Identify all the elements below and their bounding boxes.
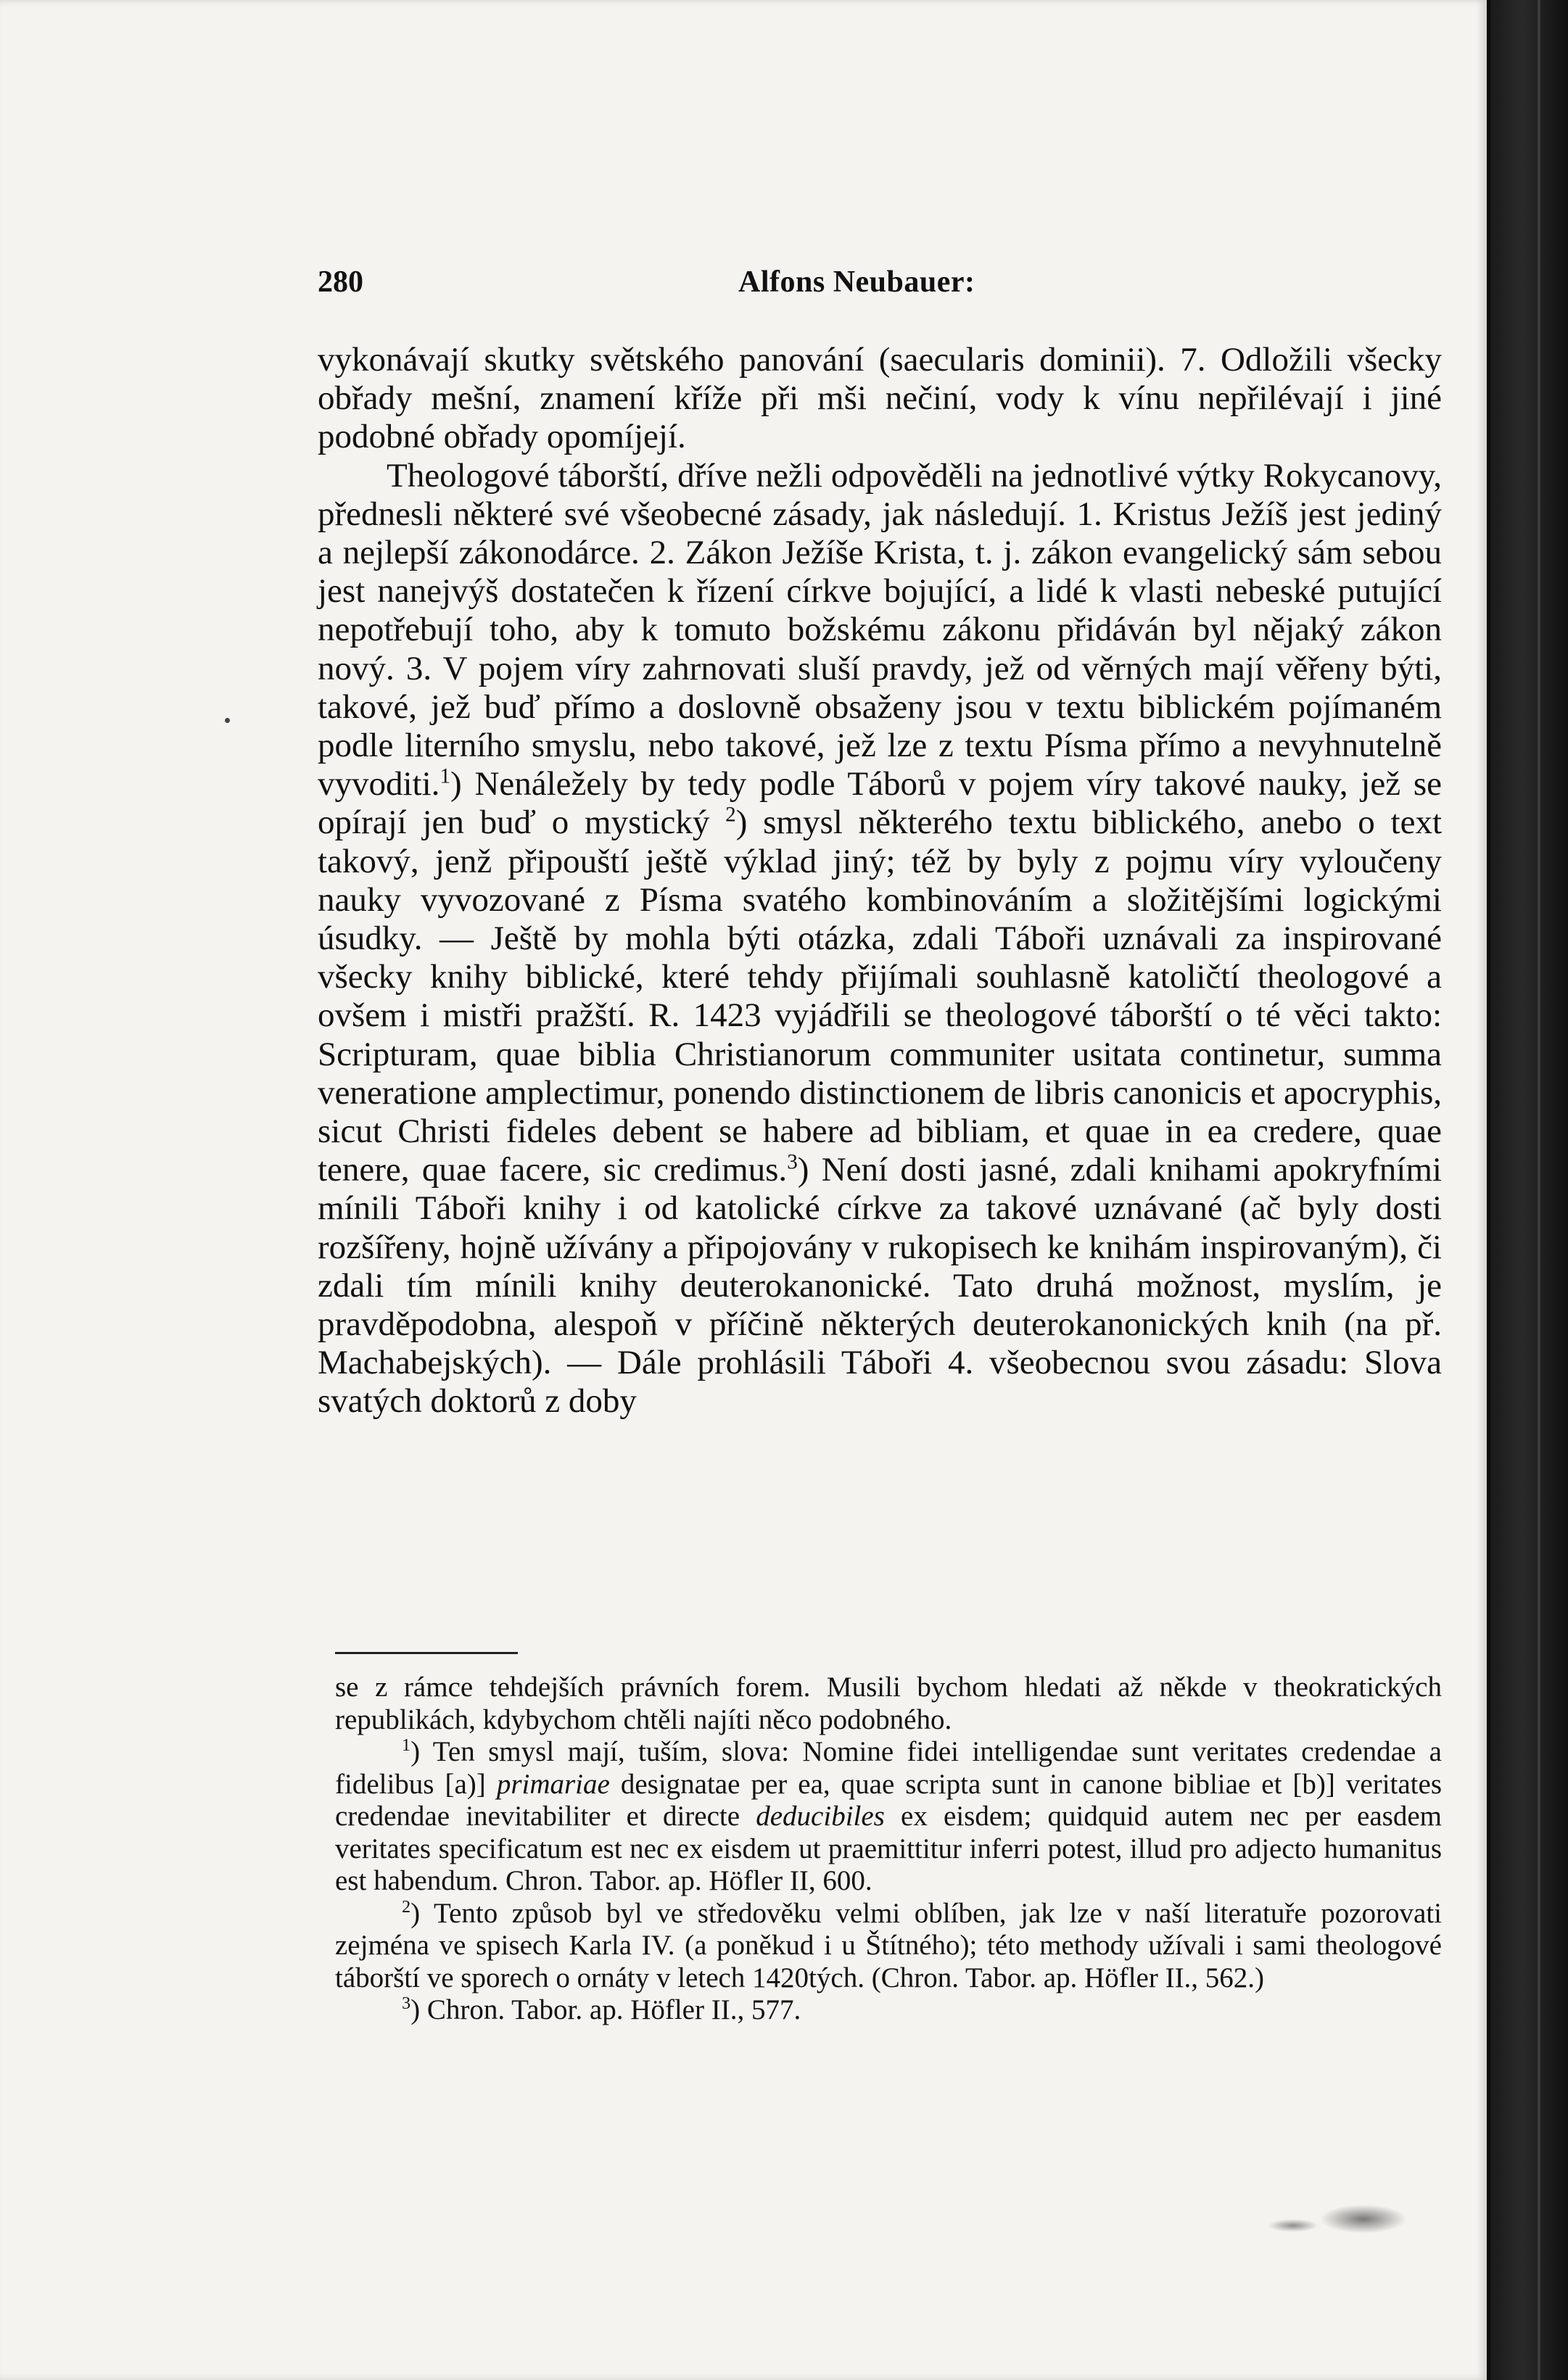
footnote-ref: 2 — [725, 803, 736, 827]
footnote-text: ex eisdem; quidquid autem nec per easdem veritates specificatum est nec ex eisdem ut praemittitur inferri potest, illud pro adjecto humanitus est habendum. Chron. Tabor. ap. Höfler II, 600. — [335, 1801, 1442, 1896]
footnote-marker: 1 — [402, 1735, 411, 1755]
paragraph-text: Není dosti jasné, zdali knihami apokryfními mínili Táboři knihy i od katolické církve za takové uznávané (ač byly dosti rozšířeny, hojně užívány a připojovány v rukopisech ke knihám inspirovaným), či zdali tím mínili knihy deuterokanonické. Tato druhá možnost, myslím, je pravděpodobna, alespoň v příčině některých deuterokanonických knih (na př. Machabejských). — Dále prohlásili Táboři 4. všeobecnou svou zásadu: Slova svatých doktorů z doby — [318, 1151, 1442, 1421]
paragraph — [318, 341, 1442, 457]
footnote-continuation — [335, 1672, 1442, 1736]
paragraph: Theologové táborští, dříve nežli odpověděli na jednotlivé výtky Rokycanovy, přednesli některé své všeobecné zásady, jak následují. 1. Kristus Ježíš jest jediný a nejlepší zákonodárce. 2. Zákon Ježíše Krista, t. j. zákon evangelický sám sebou jest nanejvýš dostatečen k řízení církve bojující, a lidé k vlasti nebeské putující nepotřebují toho, aby k tomuto božskému zákonu přidáván byl nějaký zákon nový. 3. V pojem víry zahrnovati sluší pravdy, jež od věrných mají věřeny býti, takové, jež buď přímo a doslovně obsaženy jsou v textu biblickém pojímaném podle literního smyslu, nebo takové, jež lze z textu Písma přímo a nevyhnutelně vyvoditi.$^1$) Nenáležely by tedy podle Táborů v pojem víry takové nauky, jež se opírají jen buď o mystický $^2$) smysl některého textu biblického, anebo o text takový, jenž připouští ještě výklad jiný; též by byly z pojmu víry vyloučeny nauky vyvozované z Písma svatého kombinováním a složitějšími logickými úsudky. — Ještě by mohla býti otázka, zdali Táboři uznávali za inspirované všecky knihy biblické, které tehdy přijímali souhlasně katoličtí theologové a ovšem i mistři pražští. R. 1423 vyjádřili se theologové táborští o té věci takto: Scripturam, quae biblia Christianorum communiter usitata continetur, summa veneratione amplectimur, ponendo distinctionem de libris canonicis et apocryphis, sicut Christi fideles debent se habere ad bibliam, et quae in ea credere, quae tenere, quae facere, sic credimus.$^3$) Není dosti jasné, zdali knihami apokryfními mínili Táboři knihy i od katolické církve za takové uznávané (ač byly dosti rozšířeny, hojně užívány a připojovány v rukopisech ke knihám inspirovaným), či zdali tím mínili knihy deuterokanonické. Tato druhá možnost, myslím, je pravděpodobna, alespoň v příčině některých deuterokanonických knih (na př. Machabejských). — Dále prohlásili Táboři 4. všeobecnou svou zásadu: Slova svatých doktorů z doby — [318, 456, 1443, 1421]
footnote-text: Chron. Tabor. ap. Höfler II., 577. — [426, 1994, 801, 2025]
paragraph-text: Nenáležely by tedy podle Táborů v pojem víry takové nauky, jež se opírají jen buď o mystický — [318, 765, 1443, 842]
scan-artifact — [1320, 2205, 1407, 2234]
footnote-text: Ten smysl mají, tuším, slova: Nomine fidei intelligendae sunt veritates credendae a fidelibus [a)] — [335, 1736, 1442, 1800]
footnote-text: se z rámce tehdejších právních forem. Musili bychom hledati až někde v theokratických republikách, kdybychom chtěli najíti něco podobného. — [335, 1672, 1442, 1735]
footnote-italic: deducibiles — [756, 1801, 885, 1832]
footnote-divider — [335, 1652, 518, 1654]
footnote-1: $^1$) Ten smysl mají, tuším, slova: Nomine fidei intelligendae sunt veritates credendae a fidelibus [a)] primariae designatae per ea, quae scripta sunt in canone bibliae et [b)] veritates credendae inevitabiliter et directe deducibiles ex eisdem; quidquid autem nec per easdem veritates specificatum est nec ex eisdem ut praemittitur inferri potest, illud pro adjecto humanitus est habendum. Chron. Tabor. ap. Höfler II, 600. — [335, 1735, 1443, 1896]
footnotes — [335, 1672, 1442, 2027]
footnote-italic: primariae — [496, 1768, 610, 1800]
paragraph-text: smysl některého textu biblického, anebo o text takový, jenž připouští ještě výklad jiný; též by byly z pojmu víry vyloučeny nauky vyvozované z Písma svatého kombinováním a složitějšími logickými úsudky. — Ještě by mohla býti otázka, zdali Táboři uznávali za inspirované všecky knihy biblické, které tehdy přijímali souhlasně katoličtí theologové a ovšem i mistři pražští. R. 1423 vyjádřili se theologové táborští o té věci takto: Scripturam, quae biblia Christianorum communiter usitata continetur, summa veneratione amplectimur, ponendo distinctionem de libris canonicis et apocryphis, sicut Christi fideles debent se habere ad bibliam, et quae in ea credere, quae tenere, quae facere, sic credimus. — [318, 803, 1443, 1189]
scan-border — [1490, 0, 1568, 2380]
footnote-3: $^3$) Chron. Tabor. ap. Höfler II., 577. — [402, 1993, 801, 2025]
running-title: Alfons Neubauer: — [738, 265, 975, 299]
footnote-ref: 1 — [440, 764, 450, 788]
main-text — [318, 341, 1442, 1421]
scan-artifact — [1268, 2219, 1319, 2232]
footnote-text: designatae per ea, quae scripta sunt in canone bibliae et [b)] veritates credendae inevitabiliter et directe — [335, 1768, 1443, 1832]
paragraph-text: Theologové táborští, dříve nežli odpověděli na jednotlivé výtky Rokycanovy, přednesli některé své všeobecné zásady, jak následují. 1. Kristus Ježíš jest jediný a nejlepší zákonodárce. 2. Zákon Ježíše Krista, t. j. zákon evangelický sám sebou jest nanejvýš dostatečen k řízení církve bojující, a lidé k vlasti nebeské putující nepotřebují toho, aby k tomuto božskému zákonu přidáván byl nějaký zákon nový. 3. V pojem víry zahrnovati sluší pravdy, jež od věrných mají věřeny býti, takové, jež buď přímo a doslovně obsaženy jsou v textu biblickém pojímaném podle literního smyslu, nebo takové, jež lze z textu Písma přímo a nevyhnutelně vyvoditi. — [318, 456, 1442, 803]
footnote-text: Tento způsob byl ve středověku velmi oblíben, jak lze v naší literatuře pozorovati zejména ve spisech Karla IV. (a poněkud i u Štítného); této methody užívali i sami theologové táborští ve sporech o ornáty v letech 1420tých. (Chron. Tabor. ap. Höfler II., 562.) — [335, 1897, 1442, 1993]
page-header — [318, 265, 1442, 308]
margin-mark — [225, 718, 230, 723]
paragraph-text: vykonávají skutky světského panování (saecularis dominii). 7. Odložili všecky obřady mešní, znamení kříže při mši nečiní, vody k vínu nepřilévají i jiné podobné obřady opomíjejí. — [318, 341, 1442, 456]
footnote-marker: 2 — [402, 1896, 411, 1917]
footnote-marker: 3 — [402, 1993, 411, 2013]
footnote-2: $^2$) Tento způsob byl ve středověku velmi oblíben, jak lze v naší literatuře pozorovati zejména ve spisech Karla IV. (a poněkud i u Štítného); této methody užívali i sami theologové táborští ve sporech o ornáty v letech 1420tých. (Chron. Tabor. ap. Höfler II., 562.) — [335, 1896, 1442, 1993]
scan-border-line — [1538, 0, 1540, 2380]
page-number: 280 — [318, 265, 363, 299]
footnote-ref: 3 — [787, 1150, 798, 1174]
